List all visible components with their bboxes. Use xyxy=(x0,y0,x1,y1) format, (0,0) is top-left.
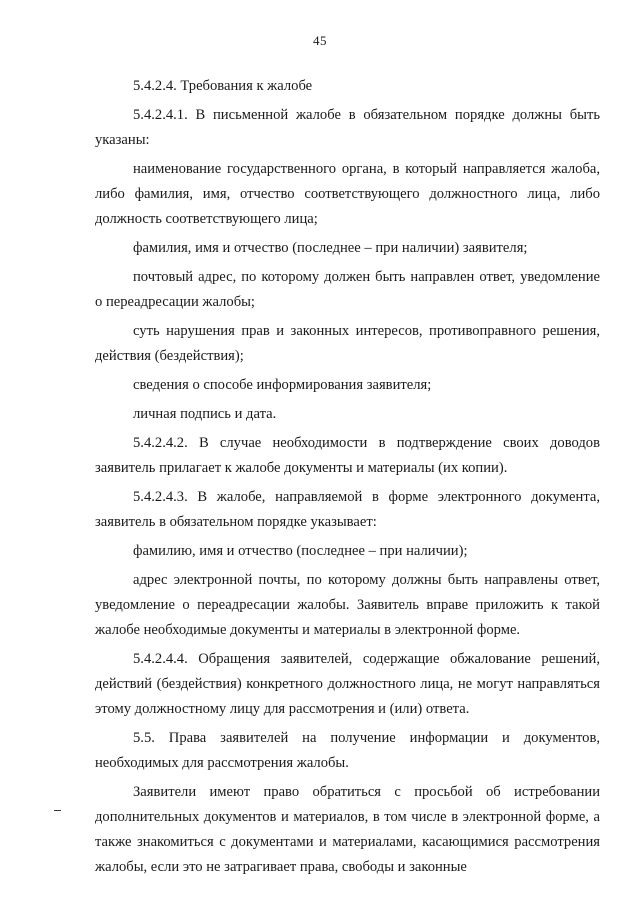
paragraph: суть нарушения прав и законных интересов, противоправного решения, действия (бездействия); xyxy=(95,323,600,364)
paragraph: 5.4.2.4.3. В жалобе, направляемой в форме электронного документа, заявитель в обязательном порядке указывает: xyxy=(95,489,600,530)
paragraph: 5.4.2.4.1. В письменной жалобе в обязательном порядке должны быть указаны: xyxy=(95,107,600,148)
paragraph: личная подпись и дата. xyxy=(133,406,277,422)
section-heading: 5.4.2.4. Требования к жалобе xyxy=(133,78,313,94)
paragraph: фамилию, имя и отчество (последнее – при наличии); xyxy=(133,543,468,559)
paragraph: 5.4.2.4.4. Обращения заявителей, содержащие обжалование решений, действий (бездействия) конкретного должностного лица, не могут направляться этому должностному лицу для рассмотрения и (или) ответа. xyxy=(95,651,600,717)
paragraph: 5.4.2.4.2. В случае необходимости в подтверждение своих доводов заявитель прилагает к жалобе документы и материалы (их копии). xyxy=(95,435,600,476)
scan-mark xyxy=(54,810,61,811)
paragraph: Заявители имеют право обратиться с просьбой об истребовании дополнительных документов и материалов, в том числе в электронной форме, а также знакомиться с документами и материалами, касающимися рассмотрения жалобы, если это не затрагивает права, свободы и законные xyxy=(95,784,600,875)
paragraph: 5.5. Права заявителей на получение информации и документов, необходимых для рассмотрения жалобы. xyxy=(95,730,600,771)
paragraph: фамилия, имя и отчество (последнее – при наличии) заявителя; xyxy=(133,240,528,256)
page-number: 45 xyxy=(313,33,327,48)
paragraph: почтовый адрес, по которому должен быть направлен ответ, уведомление о переадресации жалобы; xyxy=(95,269,600,310)
paragraph: сведения о способе информирования заявителя; xyxy=(133,377,432,393)
document-body xyxy=(95,74,600,884)
paragraph: наименование государственного органа, в который направляется жалоба, либо фамилия, имя, отчество соответствующего должностного лица, либо должность соответствующего лица; xyxy=(95,161,600,227)
paragraph: адрес электронной почты, по которому должны быть направлены ответ, уведомление о переадресации жалобы. Заявитель вправе приложить к такой жалобе необходимые документы и материалы в электронной форме. xyxy=(95,572,600,638)
